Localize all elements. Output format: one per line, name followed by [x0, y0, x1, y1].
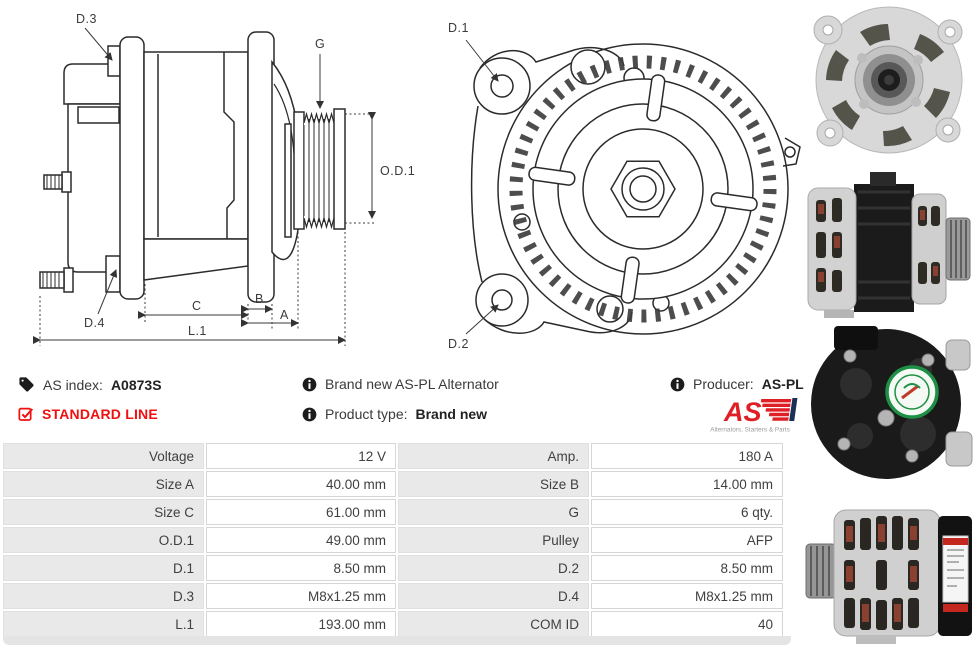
label-g: G — [315, 37, 326, 51]
as-index-label: AS index: — [43, 376, 103, 393]
alternator-front-view-drawing — [436, 4, 806, 359]
spec-value-cell: 12 V — [206, 443, 396, 469]
spec-label-cell: D.4 — [398, 583, 589, 609]
spec-label-cell: D.1 — [3, 555, 204, 581]
front-view-part-outline — [472, 44, 800, 334]
spec-table — [3, 443, 789, 637]
label-d2: D.2 — [448, 337, 469, 351]
side-view-part-outline — [40, 32, 345, 302]
standard-line-field — [18, 406, 158, 422]
as-index-field — [18, 376, 162, 393]
standard-line-text: STANDARD LINE — [42, 406, 158, 422]
label-d1: D.1 — [448, 21, 469, 35]
product-type-label: Product type: — [325, 406, 408, 422]
as-index-value: A0873S — [110, 376, 162, 393]
spec-label-cell: Amp. — [398, 443, 589, 469]
label-od1: O.D.1 — [380, 164, 416, 178]
spec-value-cell: M8x1.25 mm — [591, 583, 783, 609]
spec-value-cell: 40.00 mm — [206, 471, 396, 497]
label-d4: D.4 — [84, 316, 105, 330]
label-a: A — [280, 308, 289, 322]
table-row — [3, 555, 789, 581]
brand-new-field — [302, 376, 499, 392]
product-photos-column — [800, 0, 976, 648]
front-view-svg — [436, 4, 806, 359]
table-row — [3, 443, 789, 469]
producer-value: AS-PL — [761, 376, 804, 392]
info-icon — [302, 377, 317, 392]
producer-label: Producer: — [693, 376, 754, 392]
spec-label-cell: G — [398, 499, 589, 525]
as-logo-tagline: Alternators, Starters & Parts — [710, 426, 790, 434]
info-icon — [302, 407, 317, 422]
producer-field — [670, 376, 804, 392]
table-row — [3, 583, 789, 609]
photo-side-view-pulley-left — [800, 486, 976, 648]
side-view-svg — [28, 4, 428, 359]
spec-label-cell: Size C — [3, 499, 204, 525]
spec-value-cell: 40 — [591, 611, 783, 637]
spec-label-cell: COM ID — [398, 611, 589, 637]
spec-value-cell: 6 qty. — [591, 499, 783, 525]
spec-value-cell: AFP — [591, 527, 783, 553]
spec-value-cell: 14.00 mm — [591, 471, 783, 497]
spec-value-cell: 8.50 mm — [206, 555, 396, 581]
photo-side-view-pulley-right — [800, 162, 976, 324]
spec-value-cell: 61.00 mm — [206, 499, 396, 525]
label-b: B — [255, 292, 264, 306]
checkbox-checked-icon — [18, 406, 34, 422]
spec-label-cell: Pulley — [398, 527, 589, 553]
as-pl-logo — [694, 394, 810, 439]
alternator-side-view-drawing — [28, 4, 428, 359]
spec-label-cell: Size A — [3, 471, 204, 497]
spec-label-cell: O.D.1 — [3, 527, 204, 553]
table-bottom-strip — [3, 636, 791, 645]
table-row — [3, 471, 789, 497]
front-view-dimension-labels — [448, 21, 469, 351]
product-type-field — [302, 406, 487, 422]
spec-value-cell: 8.50 mm — [591, 555, 783, 581]
spec-label-cell: Voltage — [3, 443, 204, 469]
product-type-value: Brand new — [415, 406, 488, 422]
tag-icon — [18, 376, 35, 393]
as-logo-text: AS — [724, 397, 762, 427]
label-l1: L.1 — [188, 324, 207, 338]
spec-label-cell: L.1 — [3, 611, 204, 637]
spec-value-cell: 49.00 mm — [206, 527, 396, 553]
spec-label-cell: D.2 — [398, 555, 589, 581]
as-pl-logo-graphic — [694, 394, 810, 434]
spec-value-cell: 193.00 mm — [206, 611, 396, 637]
spec-label-cell: D.3 — [3, 583, 204, 609]
table-row — [3, 499, 789, 525]
table-row — [3, 527, 789, 553]
label-c: C — [192, 299, 202, 313]
info-icon — [670, 377, 685, 392]
table-row — [3, 611, 789, 637]
label-d3: D.3 — [76, 12, 97, 26]
photo-front-view — [800, 0, 976, 162]
photo-rear-view — [800, 324, 976, 486]
brand-new-text: Brand new AS-PL Alternator — [325, 376, 499, 392]
spec-value-cell: M8x1.25 mm — [206, 583, 396, 609]
spec-value-cell: 180 A — [591, 443, 783, 469]
spec-label-cell: Size B — [398, 471, 589, 497]
